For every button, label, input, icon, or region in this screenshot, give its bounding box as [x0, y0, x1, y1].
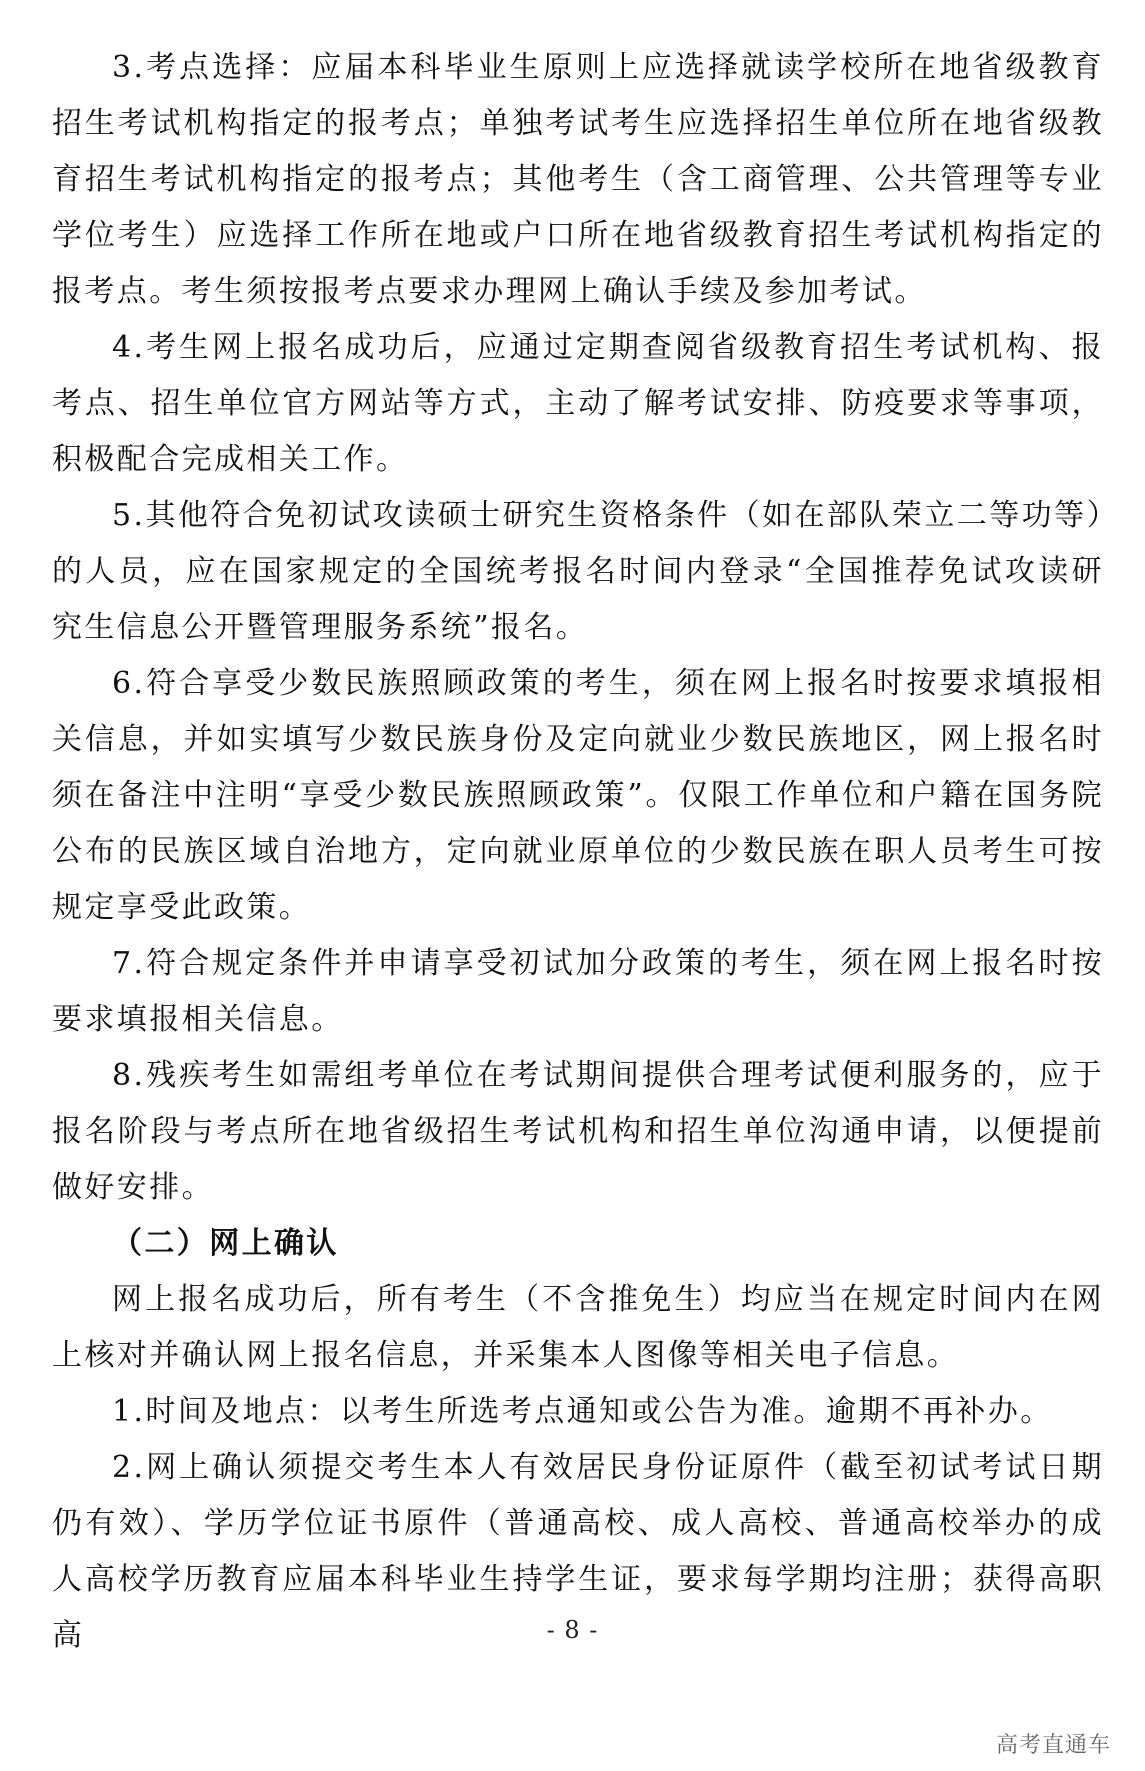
paragraph-required-documents: 2.网上确认须提交考生本人有效居民身份证原件（截至初试考试日期仍有效）、学历学位证书原件（普通高校、成人高校、普通高校举办的成人高校学历教育应届本科毕业生持学生证，要求每学期均注册；获得高职高: [52, 1450, 1104, 1653]
paragraph-time-and-place: 1.时间及地点：以考生所选考点通知或公告为准。逾期不再补办。: [112, 1394, 1053, 1429]
paragraph-exam-site-selection: 3.考点选择：应届本科毕业生原则上应选择就读学校所在地省级教育招生考试机构指定的报考点；单独考试考生应选择招生单位所在地省级教育招生考试机构指定的报考点；其他考生（含工商管理、公共管理等专业学位考生）应选择工作所在地或户口所在地省级教育招生考试机构指定的报考点。考生须按报考点要求办理网上确认手续及参加考试。: [52, 50, 1104, 309]
document-body: [52, 40, 1104, 1664]
paragraph-minority-policy: 6.符合享受少数民族照顾政策的考生，须在网上报名时按要求填报相关信息，并如实填写少数民族身份及定向就业少数民族地区，网上报名时须在备注中注明“享受少数民族照顾政策”。仅限工作单位和户籍在国务院公布的民族区域自治地方，定向就业原单位的少数民族在职人员考生可按规定享受此政策。: [52, 666, 1104, 925]
page-number: - 8 -: [546, 1616, 599, 1644]
paragraph-after-registration: 4.考生网上报名成功后，应通过定期查阅省级教育招生考试机构、报考点、招生单位官方网站等方式，主动了解考试安排、防疫要求等事项，积极配合完成相关工作。: [52, 330, 1104, 477]
paragraph-exempt-candidates: 5.其他符合免初试攻读硕士研究生资格条件（如在部队荣立二等功等）的人员，应在国家规定的全国统考报名时间内登录“全国推荐免试攻读研究生信息公开暨管理服务系统”报名。: [52, 498, 1104, 645]
paragraph-disabled-candidates: 8.残疾考生如需组考单位在考试期间提供合理考试便利服务的，应于报名阶段与考点所在地省级招生考试机构和招生单位沟通申请，以便提前做好安排。: [52, 1058, 1104, 1205]
paragraph-confirmation-intro: 网上报名成功后，所有考生（不含推免生）均应当在规定时间内在网上核对并确认网上报名信息，并采集本人图像等相关电子信息。: [52, 1282, 1104, 1373]
paragraph-bonus-points: 7.符合规定条件并申请享受初试加分政策的考生，须在网上报名时按要求填报相关信息。: [52, 946, 1104, 1037]
watermark-text: 高考直通车: [995, 1733, 1111, 1758]
section-heading-online-confirmation: （二）网上确认: [112, 1226, 339, 1261]
